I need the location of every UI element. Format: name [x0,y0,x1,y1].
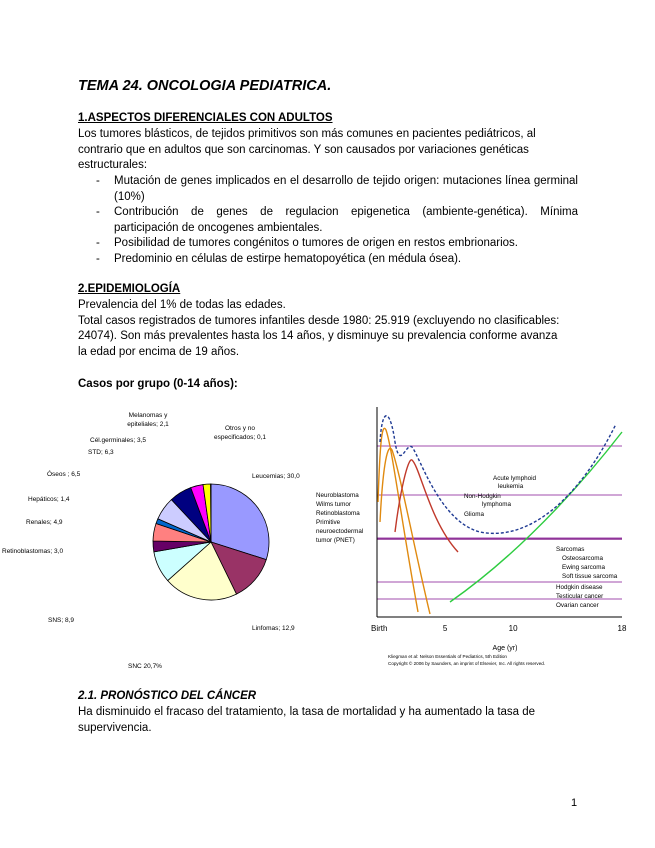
pie-label: Leucemias; 30,0 [252,473,300,480]
curve-label: Non-Hodgkin [464,493,501,500]
curve-label: Glioma [464,511,484,518]
cases-label: Casos por grupo (0-14 años): [78,378,238,390]
section2-body [78,298,578,360]
pie-label: Óseos ; 6,5 [47,471,81,478]
curve-label: Retinoblastoma [316,510,360,517]
bullet-item: - Predominio en células de estirpe hematopoyética (en médula ósea). [92,252,578,268]
curve-label: tumor (PNET) [316,537,355,544]
series-line [378,428,418,612]
bullet-item: - Contribución de genes de regulacion epigenetica (ambiente-genética). Mínima participación de oncogenes ambientales. [92,205,578,236]
section1-intro [78,127,578,174]
curve-label: Primitive [316,519,341,526]
curve-label: Ovarian cancer [556,602,599,609]
section2-heading: 2.EPIDEMIOLOGÍA [78,283,181,295]
section21-heading: 2.1. PRONÓSTICO DEL CÁNCER [78,690,257,702]
pie-label: especificados; 0,1 [213,434,267,441]
intro-line: estructurales: [78,159,148,171]
pie-label: Renales; 4,9 [26,519,63,526]
pie-label: Otros y no [225,425,255,432]
pie-label: Linfomas; 12,9 [252,625,295,632]
curve-label: Osteosarcoma [562,555,603,562]
curve-label: leukemia [498,483,524,490]
x-tick-label: 10 [508,624,518,633]
curve-label: Wilms tumor [316,501,351,508]
prog-line: Ha disminuido el fracaso del tratamiento, la tasa de mortalidad y ha aumentado la tasa de [78,706,536,718]
pie-label: SNC 20,7% [128,663,162,670]
x-tick-label: Birth [371,624,388,633]
section1-heading: 1.ASPECTOS DIFERENCIALES CON ADULTOS [78,112,333,124]
pie-chart [0,400,340,675]
pie-label: epiteliales; 2,1 [127,421,169,428]
x-tick-label: 5 [442,624,448,633]
page-number: 1 [571,797,578,809]
x-axis-label: Age (yr) [492,645,518,652]
curve-label: lymphoma [482,501,512,508]
curve-label: Ewing sarcoma [562,564,606,571]
source-note: Copyright © 2006 by Saunders, an imprint of Elsevier, Inc. All rights reserved. [388,661,546,666]
epi-line: la edad por encima de 19 años. [78,345,240,358]
pie-label: SNS; 8,9 [48,617,75,624]
intro-line: contrario que en adultos que son carcinomas. Y son causados por variaciones genéticas [78,143,529,156]
epi-line: 24074). Son más prevalentes hasta los 14 años, y disminuye su prevalencia conforme avanza [78,330,558,342]
bullet-item: - Mutación de genes implicados en el desarrollo de tejido origen: mutaciones línea germinal (10%) [92,174,578,205]
curve-label: Hodgkin disease [556,584,603,591]
x-tick-label: 18 [617,624,627,633]
pie-label: Cél.germinales; 3,5 [90,437,146,444]
curve-label: Neuroblastoma [316,492,359,499]
section21-body [78,705,578,736]
pie-label: Melanomas y [128,412,168,419]
prog-line: supervivencia. [78,721,152,734]
pie-label: STD; 6,3 [88,449,114,456]
source-note: Kliegman et al: Nelson Essentials of Pediatrics, 5th Edition [388,654,507,659]
epi-line: Prevalencia del 1% de todas las edades. [78,299,286,311]
pie-label: Retinoblastomas; 3,0 [2,548,64,555]
pie-label: Hepáticos; 1,4 [28,496,70,503]
bullet-item: - Posibilidad de tumores congénitos o tumores de origen en restos embrionarios. [92,236,578,252]
curve-label: Acute lymphoid [493,475,537,482]
curve-label: neuroectodermal [316,528,364,535]
epi-line: Total casos registrados de tumores infantiles desde 1980: 25.919 (excluyendo no clasificables: [78,314,560,327]
curve-label: Soft tissue sarcoma [562,573,618,580]
curve-label: Sarcomas [556,546,585,553]
curve-label: Testicular cancer [556,593,604,600]
incidence-chart [300,402,635,672]
intro-line: Los tumores blásticos, de tejidos primitivos son más comunes en pacientes pediátricos, al [78,128,536,140]
section1-bullets [92,174,578,267]
document-title: TEMA 24. ONCOLOGIA PEDIATRICA. [78,78,332,94]
